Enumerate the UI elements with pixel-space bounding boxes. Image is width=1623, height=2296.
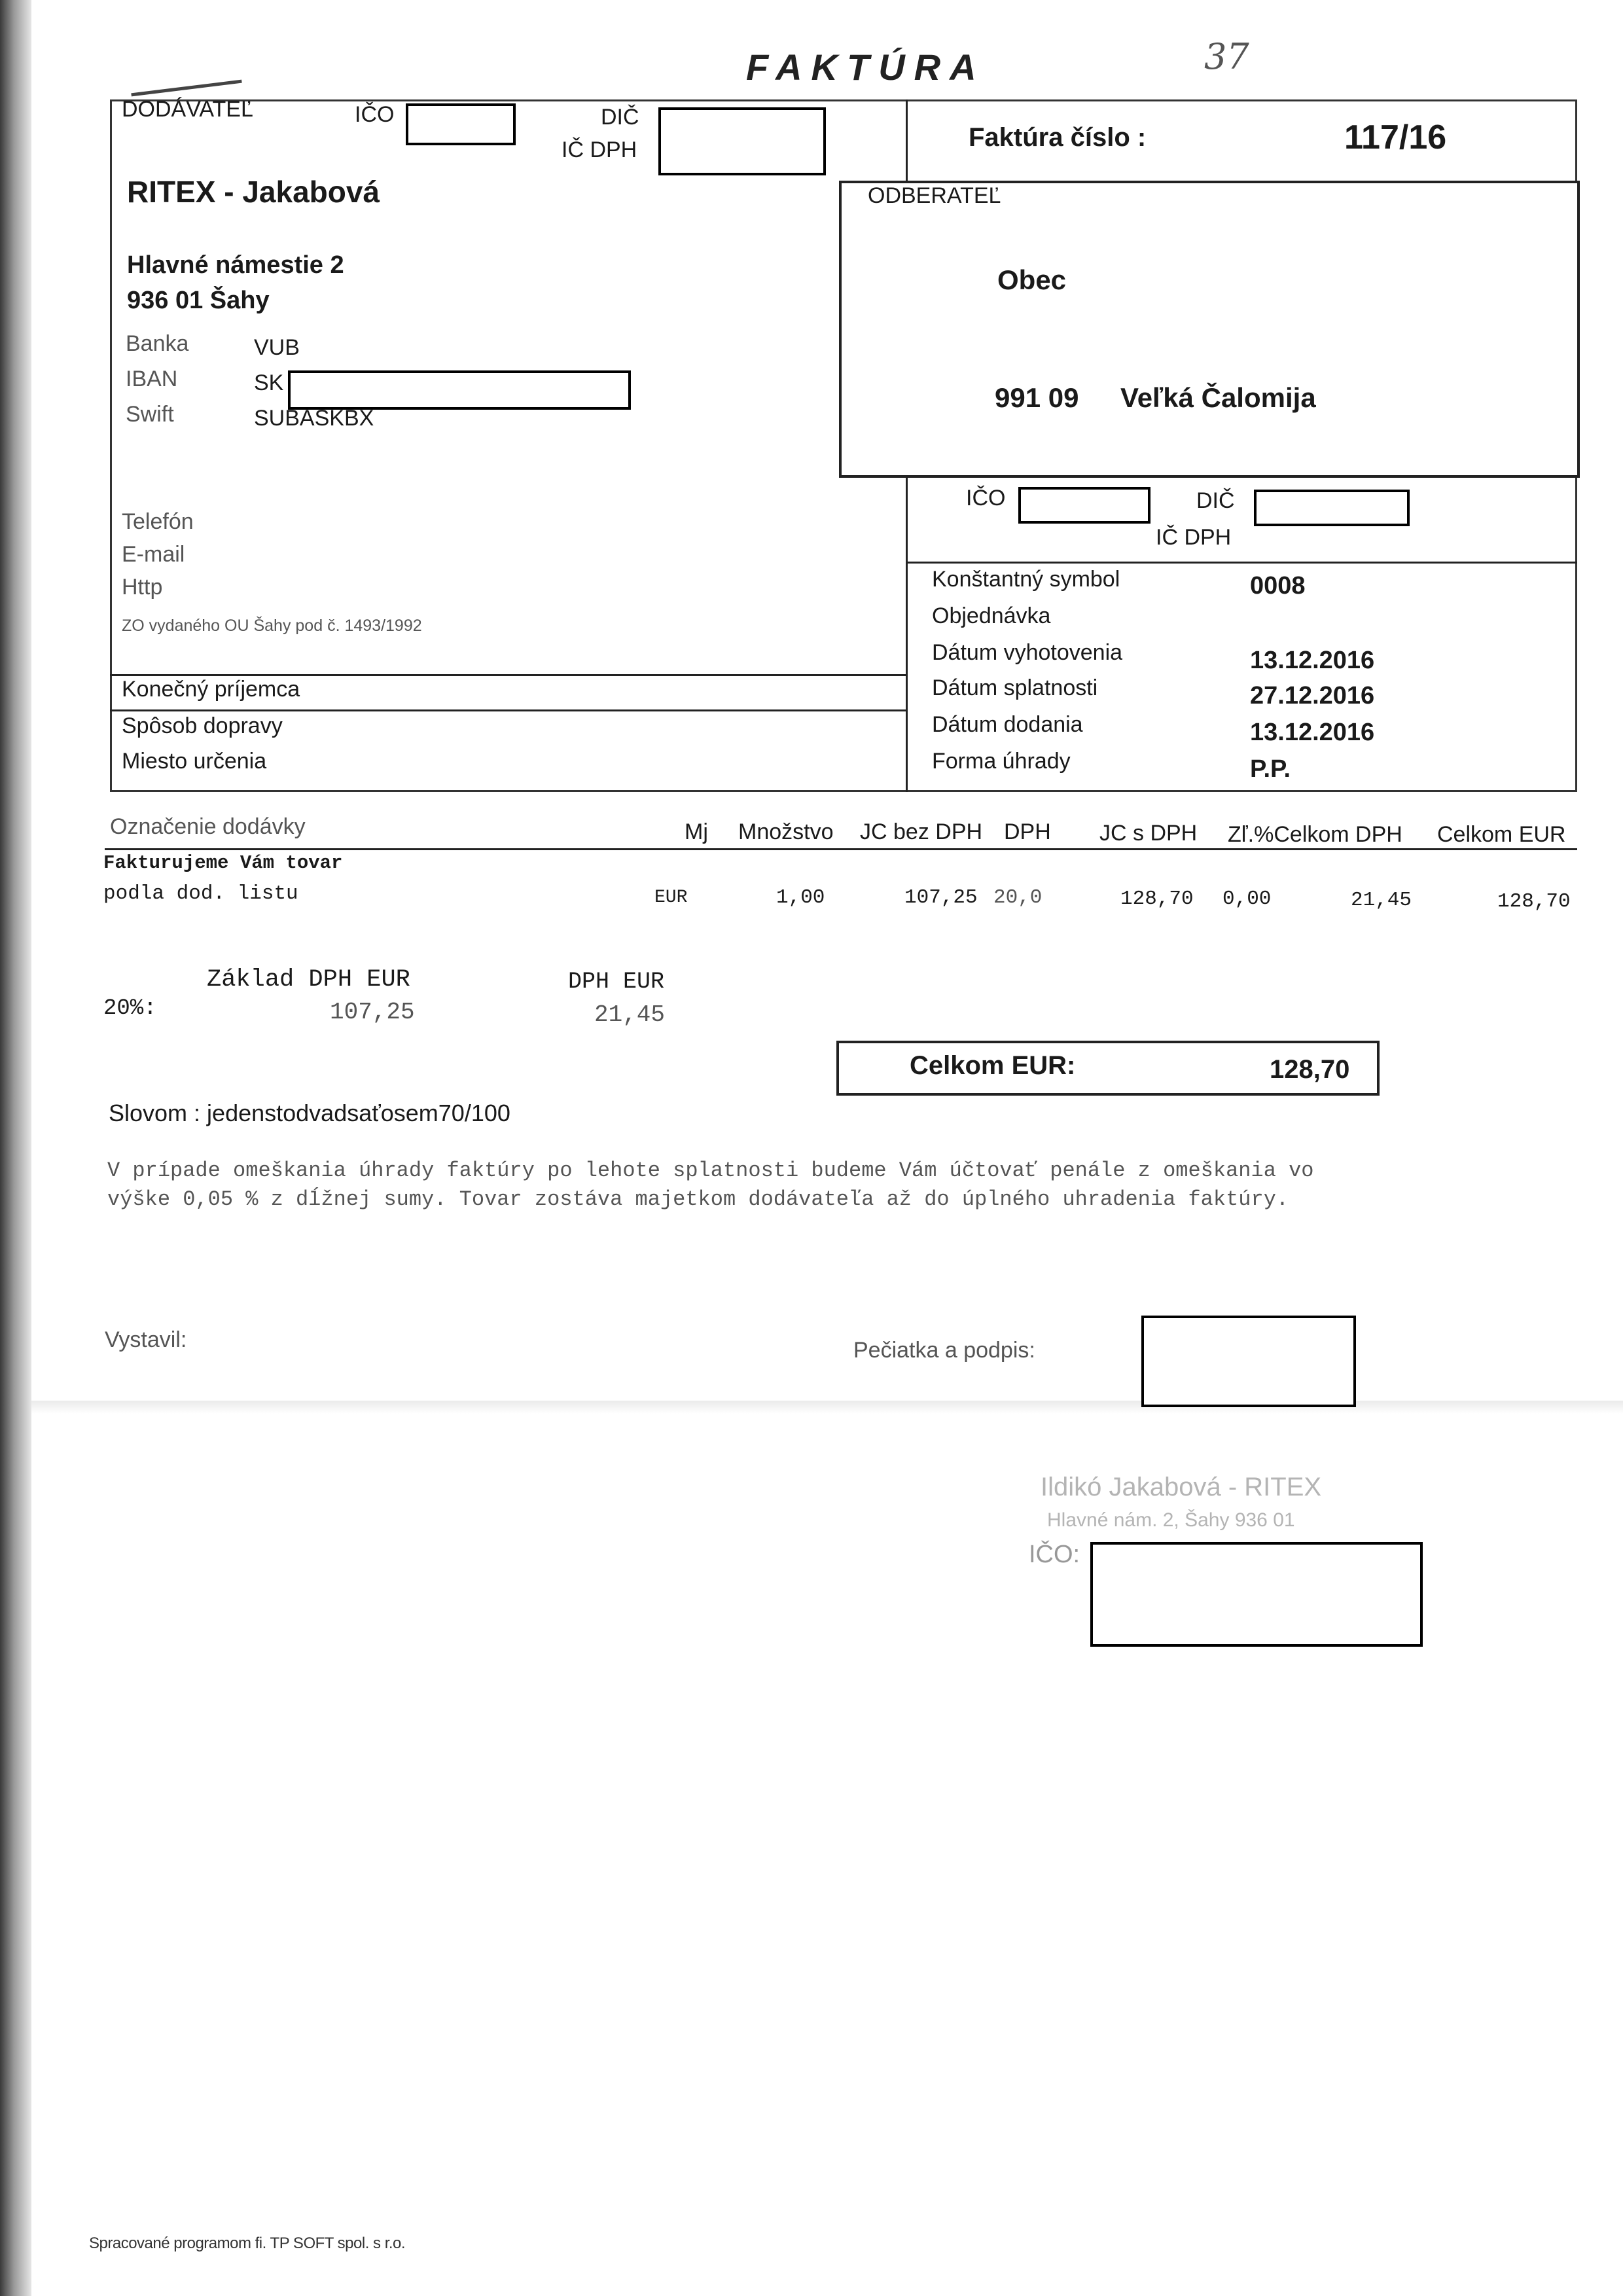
delivery-date-label: Dátum dodania (932, 712, 1083, 737)
registration-note: ZO vydaného OU Šahy pod č. 1493/1992 (122, 617, 422, 635)
software-note: Spracované programom fi. TP SOFT spol. s r.o. (89, 2234, 406, 2252)
invoice-number-label: Faktúra číslo : (969, 123, 1147, 152)
order-label: Objednávka (932, 603, 1051, 628)
supplier-name: RITEX - Jakabová (127, 175, 380, 209)
vat-base-header: Základ DPH EUR (207, 966, 410, 994)
final-recipient-divider (110, 674, 907, 676)
swift-value: SUBASKBX (254, 406, 374, 431)
customer-icdph-label: IČ DPH (1156, 525, 1232, 550)
supplier-dic-label: DIČ (601, 105, 639, 130)
stamp-line-1: Ildikó Jakabová - RITEX (1041, 1473, 1322, 1501)
handwritten-note: 37 (1204, 36, 1249, 77)
label-strike-mark (131, 80, 241, 97)
document-title: FAKTÚRA (746, 46, 986, 88)
details-divider (906, 562, 1577, 564)
customer-dic-label: DIČ (1196, 488, 1235, 513)
th-vat: DPH (1004, 819, 1051, 844)
supplier-dic-redacted (658, 107, 826, 175)
th-designation: Označenie dodávky (110, 814, 306, 839)
th-price-excl: JC bez DPH (860, 819, 983, 844)
item-quantity: 1,00 (776, 886, 825, 909)
scan-fold-shadow (31, 1401, 1623, 1414)
item-description-2: podla dod. listu (103, 882, 298, 905)
stamp-line-2: Hlavné nám. 2, Šahy 936 01 (1047, 1509, 1295, 1531)
http-label: Http (122, 575, 163, 600)
item-price-incl: 128,70 (1120, 888, 1194, 910)
customer-postal-code: 991 09 (995, 382, 1079, 413)
th-quantity: Množstvo (738, 819, 834, 844)
final-recipient-label: Konečný príjemca (122, 677, 300, 702)
swift-label: Swift (126, 402, 174, 427)
penalty-note-line-1: V prípade omeškania úhrady faktúry po lehote splatnosti budeme Vám účtovať penále z omeškania vo (107, 1158, 1314, 1183)
supplier-city: 936 01 Šahy (127, 287, 270, 314)
item-description-1: Fakturujeme Vám tovar (103, 852, 343, 874)
customer-section-label: ODBERATEĽ (868, 183, 1001, 208)
constant-symbol-label: Konštantný symbol (932, 567, 1120, 592)
invoice-number: 117/16 (1344, 118, 1447, 156)
bank-value: VUB (254, 335, 300, 360)
customer-ico-redacted (1018, 487, 1150, 524)
vat-base-value: 107,25 (330, 999, 415, 1026)
table-header-rule (105, 848, 1577, 850)
penalty-note-line-2: výške 0,05 % z dĺžnej sumy. Tovar zostáva majetkom dodávateľa až do úplného uhradenia faktúry. (107, 1187, 1289, 1211)
th-unit: Mj (685, 819, 708, 844)
iban-label: IBAN (126, 367, 178, 391)
th-discount-total-vat: Zľ.%Celkom DPH (1228, 822, 1402, 847)
supplier-ico-label: IČO (355, 102, 395, 127)
supplier-icdph-label: IČ DPH (562, 137, 637, 162)
signature-redacted (1141, 1316, 1356, 1407)
customer-city: Veľká Čalomija (1120, 382, 1316, 413)
total-value: 128,70 (1270, 1055, 1350, 1084)
email-label: E-mail (122, 542, 185, 567)
vat-amount-value: 21,45 (594, 1001, 666, 1028)
constant-symbol-value: 0008 (1250, 572, 1306, 600)
issue-date-value: 13.12.2016 (1250, 647, 1375, 674)
customer-dic-redacted (1254, 490, 1410, 526)
amount-in-words: Slovom : jedenstodvadsaťosem70/100 (109, 1100, 510, 1126)
supplier-ico-redacted (406, 103, 516, 145)
delivery-date-value: 13.12.2016 (1250, 719, 1375, 746)
customer-box (839, 181, 1580, 478)
transport-label: Spôsob dopravy (122, 713, 283, 738)
total-label: Celkom EUR: (910, 1051, 1076, 1080)
item-price-excl: 107,25 (904, 886, 978, 909)
telefon-label: Telefón (122, 509, 194, 534)
due-date-value: 27.12.2016 (1250, 682, 1375, 709)
destination-label: Miesto určenia (122, 749, 267, 774)
iban-redacted (288, 370, 631, 410)
vat-amount-header: DPH EUR (568, 969, 665, 995)
customer-name: Obec (997, 264, 1067, 295)
item-unit: EUR (654, 888, 688, 908)
vat-rate: 20%: (103, 996, 157, 1021)
item-total-eur: 128,70 (1497, 890, 1571, 913)
th-price-incl: JC s DPH (1099, 821, 1198, 846)
th-total-eur: Celkom EUR (1437, 822, 1566, 847)
item-vat-rate: 20,0 (993, 886, 1043, 909)
payment-form-value: P.P. (1250, 755, 1291, 783)
transport-divider (110, 709, 907, 711)
scan-left-edge (0, 0, 31, 2296)
issue-date-label: Dátum vyhotovenia (932, 640, 1123, 665)
item-total-vat: 21,45 (1351, 889, 1412, 912)
supplier-street: Hlavné námestie 2 (127, 251, 344, 279)
issued-by-label: Vystavil: (105, 1327, 187, 1352)
stamp-ico-redacted (1090, 1542, 1423, 1647)
stamp-ico-label: IČO: (1029, 1541, 1080, 1568)
supplier-section-label: DODÁVATEĽ (122, 97, 253, 122)
customer-ico-label: IČO (966, 486, 1006, 511)
payment-form-label: Forma úhrady (932, 749, 1071, 774)
item-discount: 0,00 (1222, 888, 1272, 910)
stamp-signature-label: Pečiatka a podpis: (853, 1338, 1035, 1363)
bank-label: Banka (126, 331, 189, 356)
iban-prefix: SK (254, 370, 284, 395)
due-date-label: Dátum splatnosti (932, 675, 1098, 700)
